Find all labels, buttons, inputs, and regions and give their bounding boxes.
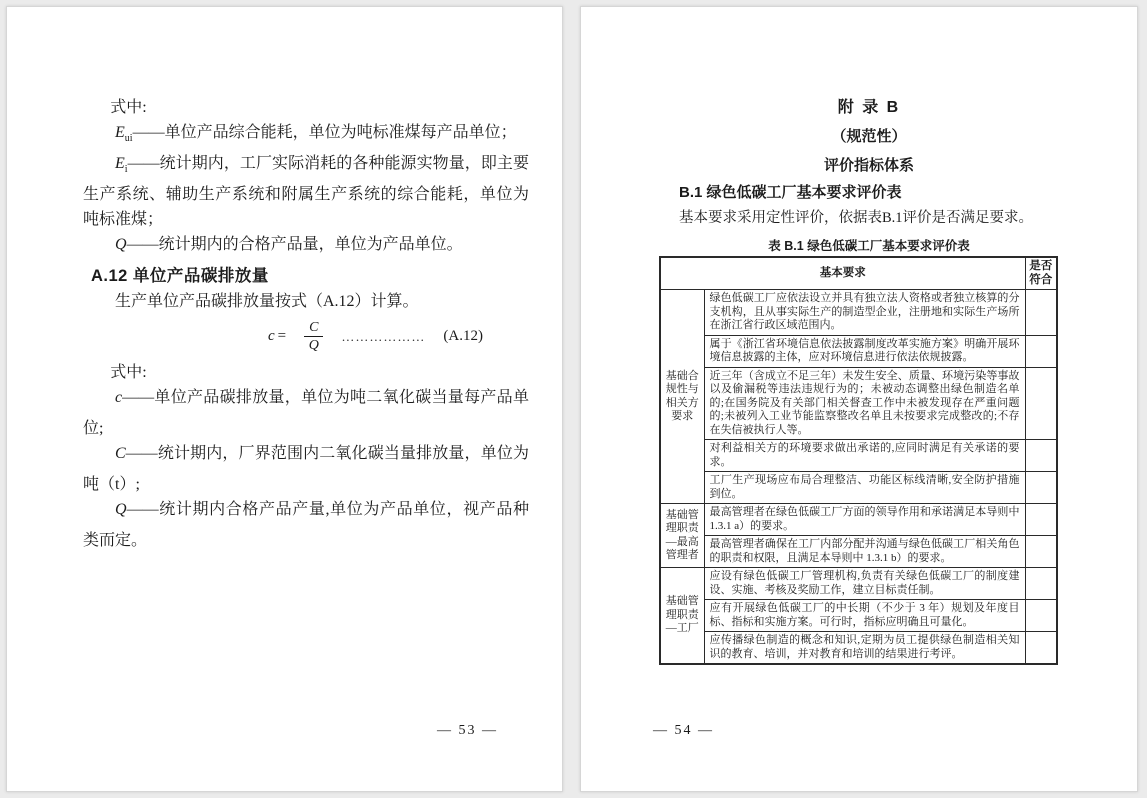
where-label-2: 式中:: [110, 363, 147, 381]
definition-q2-text: ——统计期内合格产品产量,单位为产品单位，视产品种类而定。: [83, 500, 529, 550]
definition-c-lower: [83, 385, 529, 441]
term-c-upper: C: [115, 444, 126, 462]
table-row: [660, 632, 1057, 665]
page-54: [580, 6, 1138, 792]
term-q2: Q: [115, 500, 127, 518]
definition-q1: [83, 232, 529, 263]
definition-c-upper: [83, 441, 529, 497]
appendix-title: 附 录 B: [837, 99, 901, 116]
requirement-text: 绿色低碳工厂应依法设立并具有独立法人资格或者独立核算的分支机构，且从事实际生产的制造型企业，注册地和实际生产场所在浙江省行政区域范围内。: [704, 290, 1025, 336]
page-53-body: [83, 95, 529, 553]
header-compliance: 是否符合: [1025, 257, 1057, 290]
requirement-text: 最高管理者确保在工厂内部分配并沟通与绿色低碳工厂相关角色的职责和权限，且满足本导则中 1.3.1 b）的要求。: [704, 536, 1025, 568]
compliance-cell: [1025, 472, 1057, 504]
term-q1: Q: [115, 236, 127, 254]
table-header-row: [660, 257, 1057, 290]
requirement-text: 对利益相关方的环境要求做出承诺的,应同时满足有关承诺的要求。: [704, 440, 1025, 472]
requirement-text: 工厂生产现场应布局合理整洁、功能区标线清晰,安全防护措施到位。: [704, 472, 1025, 504]
page-number-54: — 54 —: [653, 723, 714, 738]
section-heading-b1: B.1 绿色低碳工厂基本要求评价表: [679, 184, 902, 201]
basic-requirements-table: [659, 256, 1058, 665]
table-row: [660, 600, 1057, 632]
formula-fraction: $\frac{C}{Q}$: [304, 319, 323, 354]
compliance-cell: [1025, 600, 1057, 632]
definition-ei: [83, 151, 529, 232]
table-row: [660, 290, 1057, 336]
definition-eui-text: ——单位产品综合能耗，单位为吨标准煤每产品单位；: [132, 124, 517, 141]
table-row: [660, 472, 1057, 504]
table-row: [660, 335, 1057, 367]
requirement-text: 应设有绿色低碳工厂管理机构,负责有关绿色低碳工厂的制度建设、实施、考核及奖励工作，建立目标责任制。: [704, 568, 1025, 600]
definition-c-upper-text: ——统计期内，厂界范围内二氧化碳当量排放量，单位为吨（t）;: [83, 444, 529, 493]
requirement-text: 应传播绿色制造的概念和知识,定期为员工提供绿色制造相关知识的教育、培训，并对教育和培训的结果进行考评。: [704, 632, 1025, 665]
requirement-text: 最高管理者在绿色低碳工厂方面的领导作用和承诺满足本导则中 1.3.1 a）的要求。: [704, 504, 1025, 536]
definition-eui: [83, 120, 529, 151]
appendix-name: 评价指标体系: [823, 157, 914, 174]
term-ei: $E_i$: [115, 155, 128, 176]
requirement-text: 近三年（含成立不足三年）未发生安全、质量、环境污染等事故以及偷漏税等违法违规行为的；未被动态调整出绿色制造名单的;在国务院及有关部门相关督查工作中未被发现存在严重问题的;未被列入工业节能监察整改名单且未按要求完成整改的;不存在失信被执行人等。: [704, 367, 1025, 440]
category-factory-management: 基础管理职责—工厂: [660, 568, 704, 665]
compliance-cell: [1025, 536, 1057, 568]
page-number-53: — 53 —: [437, 723, 498, 738]
table-row: [660, 536, 1057, 568]
section-heading-a12: A.12 单位产品碳排放量: [91, 266, 269, 285]
definition-ei-text: ——统计期内，工厂实际消耗的各种能源实物量，即主要生产系统、辅助生产系统和附属生产系统的综合能耗，单位为吨标准煤；: [83, 155, 529, 229]
formula-dots: ………………: [341, 329, 426, 345]
page-53: [6, 6, 563, 792]
table-row: [660, 568, 1057, 600]
appendix-subtitle: （规范性）: [831, 128, 907, 145]
table-row: [660, 367, 1057, 440]
compliance-cell: [1025, 504, 1057, 536]
where-label-1: 式中:: [110, 99, 147, 116]
section-intro-a12: 生产单位产品碳排放量按式（A.12）计算。: [115, 292, 419, 310]
formula-a12: [83, 314, 529, 360]
definition-q2: [83, 497, 529, 553]
compliance-cell: [1025, 440, 1057, 472]
definition-c-lower-text: ——单位产品碳排放量，单位为吨二氧化碳当量每产品单位;: [83, 388, 529, 437]
compliance-cell: [1025, 568, 1057, 600]
formula-lhs: c =: [267, 328, 287, 345]
compliance-cell: [1025, 290, 1057, 336]
requirement-text: 属于《浙江省环境信息依法披露制度改革实施方案》明确开展环境信息披露的主体，应对环境信息进行依法依规披露。: [704, 335, 1025, 367]
formula-label: (A.12): [443, 328, 483, 345]
header-basic-requirements: 基本要求: [660, 257, 1025, 290]
category-top-management: 基础管理职责—最高管理者: [660, 504, 704, 568]
compliance-cell: [1025, 632, 1057, 665]
compliance-cell: [1025, 367, 1057, 440]
compliance-cell: [1025, 335, 1057, 367]
page-54-body: [679, 97, 1059, 254]
term-eui: $E_{ui}$: [115, 124, 133, 145]
section-intro-b1: 基本要求采用定性评价，依据表B.1评价是否满足要求。: [679, 210, 1034, 226]
table-caption: 表 B.1 绿色低碳工厂基本要求评价表: [768, 239, 970, 253]
category-compliance-stakeholders: 基础合规性与相关方要求: [660, 290, 704, 504]
definition-q1-text: ——统计期内的合格产品量，单位为产品单位。: [126, 236, 463, 254]
requirement-text: 应有开展绿色低碳工厂的中长期（不少于 3 年）规划及年度目标、指标和实施方案。可行时，指标应明确且可量化。: [704, 600, 1025, 632]
term-c-lower: c: [115, 388, 123, 406]
table-row: [660, 440, 1057, 472]
table-row: [660, 504, 1057, 536]
